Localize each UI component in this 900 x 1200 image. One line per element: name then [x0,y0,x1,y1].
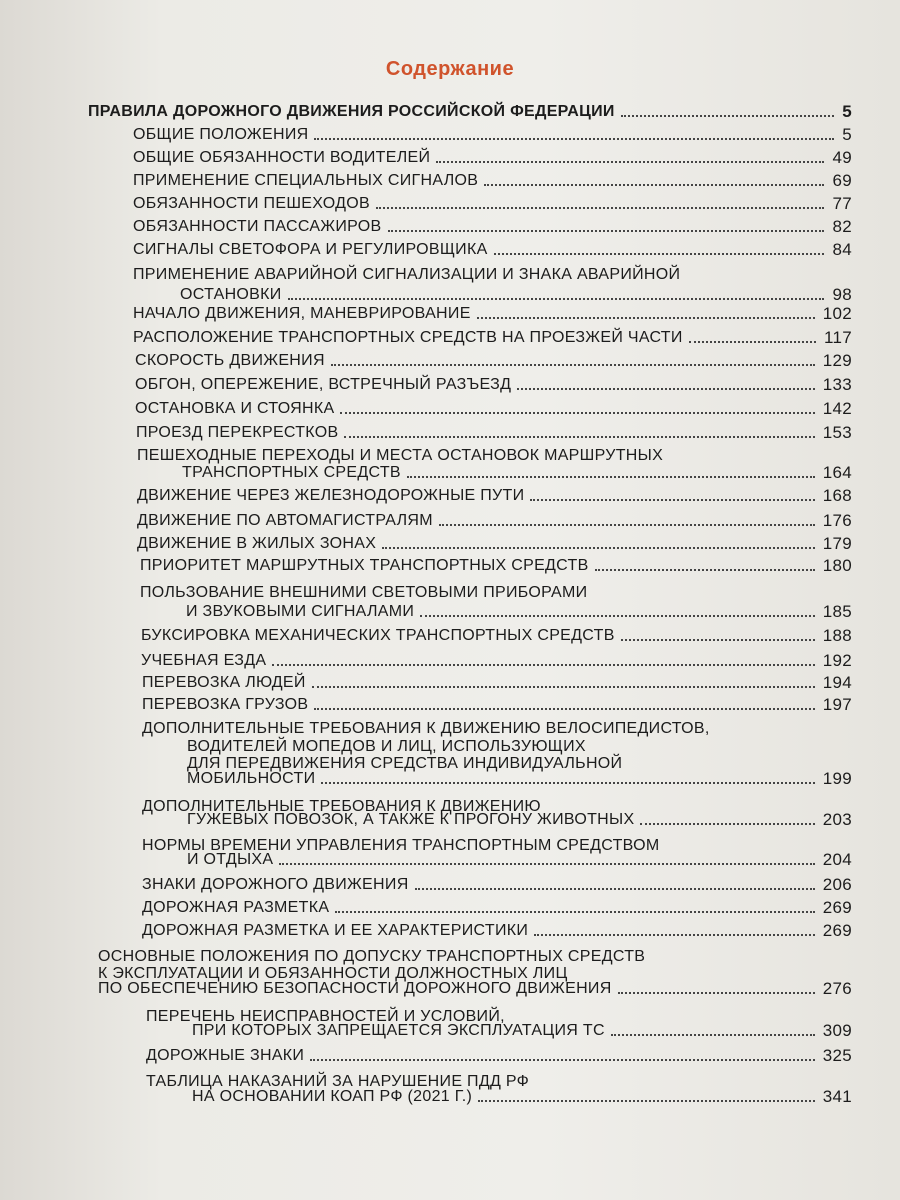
leader-dots [415,888,815,890]
toc-entry-label-continued: ВОДИТЕЛЕЙ МОПЕДОВ И ЛИЦ, ИСПОЛЬЗУЮЩИХ [187,738,586,755]
toc-page-number: 102 [822,304,852,323]
toc-entry[interactable] [140,556,852,576]
toc-page-number: 192 [822,651,852,670]
toc-entry-label: ПЕРЕВОЗКА ЛЮДЕЙ [142,674,306,691]
toc-entry-label-continued: И ОТДЫХА [187,851,274,868]
toc-page-number: 185 [822,602,852,621]
toc-entry-admission[interactable] [98,979,852,999]
toc-page-number: 142 [822,399,852,418]
toc-entry-label: ДВИЖЕНИЕ ПО АВТОМАГИСТРАЛЯМ [137,512,433,529]
toc-page-number: 129 [822,351,852,370]
toc-page-number: 168 [822,486,852,505]
toc-entry-label: ПЕРЕЧЕНЬ НЕИСПРАВНОСТЕЙ И УСЛОВИЙ, [146,1008,505,1025]
page-title: Содержание [385,58,515,80]
toc-entry-label-continued: ДЛЯ ПЕРЕДВИЖЕНИЯ СРЕДСТВА ИНДИВИДУАЛЬНОЙ [187,755,623,772]
toc-entry[interactable] [180,285,852,305]
toc-entry-label-continued: К ЭКСПЛУАТАЦИИ И ОБЯЗАННОСТИ ДОЛЖНОСТНЫХ ЛИЦ [98,965,568,982]
toc-entry[interactable] [182,463,852,483]
toc-page-number: 98 [832,285,852,304]
leader-dots [335,911,814,913]
leader-dots [321,782,814,784]
toc-entry-label: ДОРОЖНАЯ РАЗМЕТКА [142,899,330,916]
toc-entry-label: ПРИМЕНЕНИЕ СПЕЦИАЛЬНЫХ СИГНАЛОВ [133,172,479,189]
leader-dots [279,863,814,865]
toc-entry-label: ПРОЕЗД ПЕРЕКРЕСТКОВ [136,424,339,441]
toc-entry-label: УЧЕБНАЯ ЕЗДА [141,652,267,669]
toc-page-number: 269 [822,921,852,940]
toc-entry-label: ОБЯЗАННОСТИ ПАССАЖИРОВ [133,218,382,235]
toc-entry-label: СКОРОСТЬ ДВИЖЕНИЯ [135,352,325,369]
leader-dots [534,934,815,936]
toc-entry-label-continued: НА ОСНОВАНИИ КОАП РФ (2021 Г.) [192,1088,473,1105]
toc-entry-label-continued: МОБИЛЬНОСТИ [187,770,316,787]
toc-page-number: 269 [822,898,852,917]
toc-entry[interactable] [133,304,852,324]
toc-entry[interactable] [141,651,852,671]
leader-dots [611,1034,815,1036]
toc-entry[interactable] [142,921,852,941]
leader-dots [314,138,834,140]
toc-entry[interactable] [136,423,852,443]
toc-page-number: 69 [832,171,852,190]
leader-dots [388,230,825,232]
toc-page-number: 133 [822,375,852,394]
toc-entry-label: ОБЩИЕ ПОЛОЖЕНИЯ [133,126,309,143]
toc-page-number: 164 [822,463,852,482]
toc-page-number: 325 [822,1046,852,1065]
toc-page-number: 188 [822,626,852,645]
toc-entry-label: РАСПОЛОЖЕНИЕ ТРАНСПОРТНЫХ СРЕДСТВ НА ПРОЕЗЖЕЙ ЧАСТИ [133,329,683,346]
leader-dots [407,476,815,478]
toc-entry-label: ОСНОВНЫЕ ПОЛОЖЕНИЯ ПО ДОПУСКУ ТРАНСПОРТНЫХ СРЕДСТВ [98,948,646,965]
toc-entry-label: ДВИЖЕНИЕ В ЖИЛЫХ ЗОНАХ [137,535,377,552]
toc-page-number: 309 [822,1021,852,1040]
toc-entry[interactable] [137,534,852,554]
toc-entry[interactable] [137,511,852,531]
toc-entry-label: ОБГОН, ОПЕРЕЖЕНИЕ, ВСТРЕЧНЫЙ РАЗЪЕЗД [135,376,512,393]
toc-page-number: 153 [822,423,852,442]
toc-entry[interactable] [187,810,852,830]
leader-dots [478,1100,815,1102]
leader-dots [420,615,815,617]
leader-dots [436,161,824,163]
toc-entry-label: ДОПОЛНИТЕЛЬНЫЕ ТРЕБОВАНИЯ К ДВИЖЕНИЮ ВЕЛОСИПЕДИСТОВ, [142,720,710,737]
toc-page-number: 5 [842,125,852,144]
toc-entry-label: НАЧАЛО ДВИЖЕНИЯ, МАНЕВРИРОВАНИЕ [133,305,471,322]
leader-dots [314,708,814,710]
toc-entry-label: ДОРОЖНАЯ РАЗМЕТКА И ЕЕ ХАРАКТЕРИСТИКИ [142,922,529,939]
toc-page-number: 84 [832,240,852,259]
toc-page-number: 180 [822,556,852,575]
leader-dots [340,412,814,414]
toc-entry[interactable] [133,194,852,214]
toc-entry-label: БУКСИРОВКА МЕХАНИЧЕСКИХ ТРАНСПОРТНЫХ СРЕДСТВ [141,627,615,644]
toc-page-number: 194 [822,673,852,692]
toc-entry-label-continued: ПО ОБЕСПЕЧЕНИЮ БЕЗОПАСНОСТИ ДОРОЖНОГО ДВИЖЕНИЯ [98,980,612,997]
leader-dots [689,341,816,343]
toc-entry[interactable] [142,875,852,895]
toc-entry-label-continued: ГУЖЕВЫХ ПОВОЗОК, А ТАКЖЕ К ПРОГОНУ ЖИВОТНЫХ [187,811,635,828]
toc-page-number: 206 [822,875,852,894]
toc-entry[interactable] [133,217,852,237]
leader-dots [376,207,825,209]
toc-entry[interactable] [142,898,852,918]
leader-dots [312,686,815,688]
toc-entry[interactable] [142,673,852,693]
leader-dots [494,253,825,255]
toc-entry[interactable] [146,1046,852,1066]
toc-page-number: 197 [822,695,852,714]
toc-entry-label: ПРИМЕНЕНИЕ АВАРИЙНОЙ СИГНАЛИЗАЦИИ И ЗНАКА АВАРИЙНОЙ [133,266,681,283]
toc-entry[interactable] [133,240,852,260]
toc-entry-rules[interactable] [88,102,852,122]
toc-entry[interactable] [133,125,852,145]
leader-dots [272,664,814,666]
toc-entry-label: СИГНАЛЫ СВЕТОФОРА И РЕГУЛИРОВЩИКА [133,241,488,258]
leader-dots [640,823,814,825]
toc-entry-label: ЗНАКИ ДОРОЖНОГО ДВИЖЕНИЯ [142,876,409,893]
leader-dots [331,364,815,366]
toc-entry-label: ДОРОЖНЫЕ ЗНАКИ [146,1047,305,1064]
toc-entry[interactable] [135,375,852,395]
toc-entry[interactable] [133,328,852,348]
leader-dots [439,524,815,526]
toc-entry-label-continued: ПРИ КОТОРЫХ ЗАПРЕЩАЕТСЯ ЭКСПЛУАТАЦИЯ ТС [192,1022,605,1039]
leader-dots [618,992,815,994]
toc-entry-label: ОСТАНОВКА И СТОЯНКА [135,400,335,417]
toc-entry[interactable] [135,399,852,419]
toc-page-number: 276 [822,979,852,998]
leader-dots [621,115,835,117]
toc-entry[interactable] [192,1087,852,1107]
toc-entry-label: ДВИЖЕНИЕ ЧЕРЕЗ ЖЕЛЕЗНОДОРОЖНЫЕ ПУТИ [137,487,525,504]
toc-entry[interactable] [192,1021,852,1041]
toc-page-number: 5 [842,102,852,121]
toc-entry-label: ОБЯЗАННОСТИ ПЕШЕХОДОВ [133,195,370,212]
leader-dots [477,317,815,319]
toc-entry-label: ПЕШЕХОДНЫЕ ПЕРЕХОДЫ И МЕСТА ОСТАНОВОК МАРШРУТНЫХ [137,447,664,464]
toc-entry[interactable] [187,850,852,870]
toc-page-number: 176 [822,511,852,530]
toc-entry-label: ТАБЛИЦА НАКАЗАНИЙ ЗА НАРУШЕНИЕ ПДД РФ [146,1073,530,1090]
toc-entry-label: ПРАВИЛА ДОРОЖНОГО ДВИЖЕНИЯ РОССИЙСКОЙ ФЕДЕРАЦИИ [88,103,615,120]
leader-dots [517,388,814,390]
leader-dots [484,184,824,186]
leader-dots [530,499,814,501]
toc-entry-label: НОРМЫ ВРЕМЕНИ УПРАВЛЕНИЯ ТРАНСПОРТНЫМ СРЕДСТВОМ [142,837,660,854]
toc-entry-label: ПРИОРИТЕТ МАРШРУТНЫХ ТРАНСПОРТНЫХ СРЕДСТВ [140,557,589,574]
toc-entry[interactable] [142,695,852,715]
leader-dots [621,639,815,641]
toc-entry-label-continued: ТРАНСПОРТНЫХ СРЕДСТВ [182,464,401,481]
toc-entry[interactable] [187,769,852,789]
toc-page-number: 341 [822,1087,852,1106]
toc-entry[interactable] [135,351,852,371]
toc-entry[interactable] [133,171,852,191]
toc-entry[interactable] [186,602,852,622]
toc-page-number: 199 [822,769,852,788]
toc-page-number: 49 [832,148,852,167]
leader-dots [288,298,825,300]
toc-entry-label-continued: ОСТАНОВКИ [180,286,282,303]
leader-dots [382,547,815,549]
toc-entry-label: ОБЩИЕ ОБЯЗАННОСТИ ВОДИТЕЛЕЙ [133,149,431,166]
leader-dots [595,569,815,571]
toc-page-number: 82 [832,217,852,236]
toc-entry-label: ДОПОЛНИТЕЛЬНЫЕ ТРЕБОВАНИЯ К ДВИЖЕНИЮ [142,798,541,815]
toc-page-number: 117 [823,328,852,347]
toc-page-number: 204 [822,850,852,869]
leader-dots [310,1059,815,1061]
toc-entry-label: ПЕРЕВОЗКА ГРУЗОВ [142,696,309,713]
toc-page-number: 77 [832,194,852,213]
toc-entry[interactable] [137,486,852,506]
toc-entry[interactable] [133,148,852,168]
toc-entry-label-continued: И ЗВУКОВЫМИ СИГНАЛАМИ [186,603,415,620]
leader-dots [344,436,814,438]
toc-page-number: 203 [822,810,852,829]
toc-page-number: 179 [822,534,852,553]
toc-entry[interactable] [141,626,852,646]
toc-entry-label: ПОЛЬЗОВАНИЕ ВНЕШНИМИ СВЕТОВЫМИ ПРИБОРАМИ [140,584,588,601]
